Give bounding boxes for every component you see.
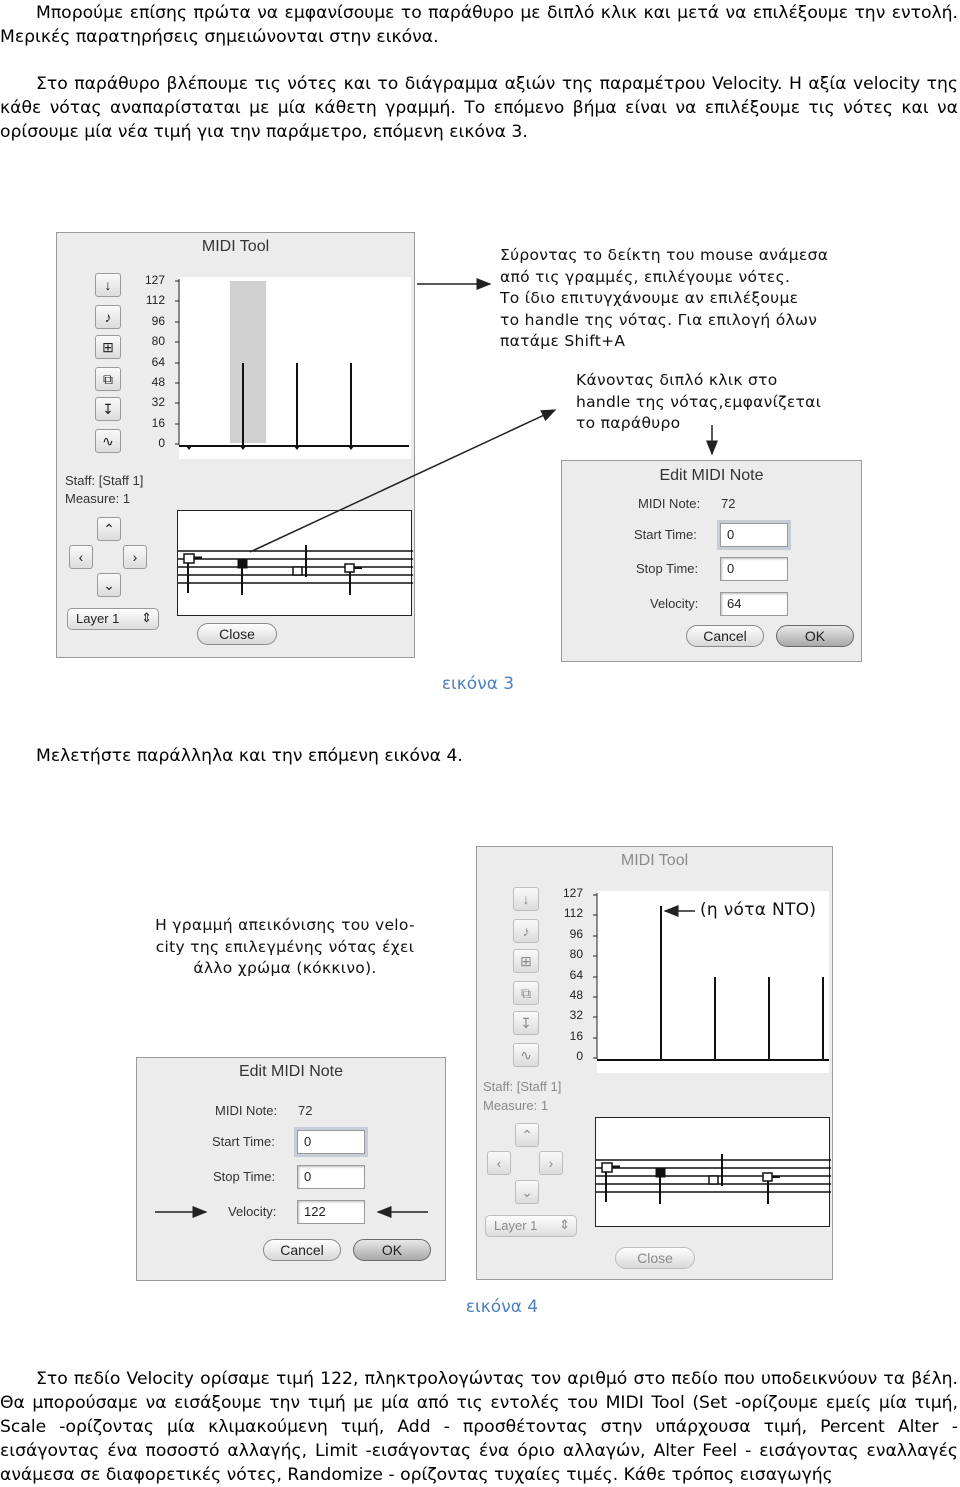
tick-label: 16 — [151, 416, 165, 430]
tick-label: 112 — [145, 293, 165, 307]
close-button[interactable]: Close — [615, 1247, 695, 1269]
up-arrow-icon[interactable]: ⌃ — [515, 1123, 539, 1147]
window-title: MIDI Tool — [620, 852, 689, 869]
tick-label: 0 — [158, 436, 165, 450]
annotation-select-notes: Σύροντας το δείκτη του mouse ανάμεσα από τις γραμμές, επιλέγουμε νότες. Το ίδιο επιτυγχάνουμε αν επιλέξουμε το handle της νότας. Για επιλογή όλων πατάμε Shift+A — [500, 246, 829, 350]
start-time-label: Start Time: — [634, 527, 697, 542]
stop-time-label: Stop Time: — [636, 561, 699, 576]
intro-paragraph: Μπορούμε επίσης πρώτα να εμφανίσουμε το παράθυρο με διπλό κλικ και μετά να επιλέξουμε την εντολή. Μερικές παρατηρήσεις σημειώνονται στην εικόνα. — [0, 3, 958, 47]
staff-label: Staff: [Staff 1] — [65, 473, 144, 488]
note-icon[interactable]: ♪ — [95, 305, 121, 329]
layer-select[interactable]: Layer 1 ⇕ — [67, 608, 159, 630]
velocity-label: Velocity: — [228, 1204, 277, 1219]
wave-icon[interactable]: ∿ — [513, 1043, 539, 1067]
window-title: Edit MIDI Note — [238, 1063, 344, 1080]
tick-label: 112 — [563, 906, 583, 920]
annotation-red-line: Η γραμμή απεικόνισης του velo- city της επιλεγμένης νότας έχει άλλο χρώμα (κόκκινο). — [155, 916, 415, 977]
ok-button[interactable]: OK — [353, 1239, 431, 1261]
window-title: Edit MIDI Note — [659, 467, 764, 484]
cancel-button[interactable]: Cancel — [686, 625, 764, 647]
right-arrow-icon[interactable]: › — [539, 1151, 563, 1175]
figure-4-caption: εικόνα 4 — [465, 1297, 539, 1317]
measure-label: Measure: 1 — [65, 491, 131, 506]
tick-label: 127 — [144, 273, 165, 287]
down-arrow-icon[interactable]: ↓ — [513, 887, 539, 911]
cancel-button[interactable]: Cancel — [263, 1239, 341, 1261]
study-paragraph: Μελετήστε παράλληλα και την επόμενη εικόνα 4. — [36, 746, 463, 766]
annotation-note-do: (η νότα ΝΤΟ) — [700, 900, 817, 920]
down-chevron-icon[interactable]: ⌄ — [515, 1180, 539, 1204]
measure-label: Measure: 1 — [483, 1098, 549, 1113]
velocity-label: Velocity: — [650, 596, 699, 611]
midi-note-value: 72 — [721, 496, 736, 511]
right-arrow-icon[interactable]: › — [123, 545, 147, 569]
tick-label: 32 — [151, 395, 165, 409]
velocity-paragraph: Στο παράθυρο βλέπουμε τις νότες και το διάγραμμα αξιών της παραμέτρου Velocity. Η αξία velocity της κάθε νότας αναπαρίσταται με μία κάθετη γραμμή. Το επόμενο βήμα είναι να επιλέξουμε τις νότες και να ορίσουμε μία νέα τιμή για την παράμετρο, επόμενη εικόνα 3. — [0, 74, 958, 142]
tick-label: 16 — [569, 1029, 583, 1043]
tick-label: 80 — [151, 334, 165, 348]
tick-label: 127 — [562, 886, 583, 900]
down-arrow-icon[interactable]: ↓ — [95, 273, 121, 297]
down-arrow-icon[interactable]: ↧ — [513, 1011, 539, 1035]
grid-icon[interactable]: ⊞ — [513, 949, 539, 973]
start-time-label: Start Time: — [212, 1134, 275, 1149]
grid-icon[interactable]: ⊞ — [95, 335, 121, 359]
copy-icon[interactable]: ⧉ — [513, 981, 539, 1005]
tick-label: 48 — [569, 988, 583, 1002]
stop-time-field[interactable]: 0 — [720, 557, 788, 581]
annotation-double-click: Κάνοντας διπλό κλικ στο handle της νότας,εμφανίζεται το παράθυρο — [576, 371, 822, 432]
midi-note-label: MIDI Note: — [638, 496, 701, 511]
tick-label: 64 — [151, 355, 165, 369]
copy-icon[interactable]: ⧉ — [95, 367, 121, 391]
tick-label: 0 — [576, 1049, 583, 1063]
midi-note-value: 72 — [298, 1103, 313, 1118]
note-icon[interactable]: ♪ — [513, 919, 539, 943]
updown-icon: ⇕ — [141, 610, 152, 625]
velocity-field[interactable]: 122 — [297, 1200, 365, 1224]
window-title: MIDI Tool — [201, 238, 270, 255]
velocity-field[interactable]: 64 — [720, 592, 788, 616]
updown-icon: ⇕ — [559, 1217, 570, 1232]
layer-select[interactable]: Layer 1 ⇕ — [485, 1215, 577, 1237]
stop-time-label: Stop Time: — [213, 1169, 276, 1184]
down-arrow-icon[interactable]: ↧ — [95, 397, 121, 421]
ok-button[interactable]: OK — [776, 625, 854, 647]
tick-label: 32 — [569, 1008, 583, 1022]
left-arrow-icon[interactable]: ‹ — [69, 545, 93, 569]
tick-label: 64 — [569, 968, 583, 982]
staff-label: Staff: [Staff 1] — [483, 1079, 562, 1094]
midi-note-label: MIDI Note: — [215, 1103, 278, 1118]
tick-label: 96 — [151, 314, 165, 328]
tick-label: 96 — [569, 927, 583, 941]
close-button[interactable]: Close — [197, 623, 277, 645]
figure-3-caption: εικόνα 3 — [441, 674, 515, 694]
start-time-field[interactable]: 0 — [297, 1130, 365, 1154]
velocity-value-paragraph: Στο πεδίο Velocity ορίσαμε τιμή 122, πληκτρολογώντας τον αριθμό στο πεδίο που υποδεικνύουν τα βέλη. Θα μπορούσαμε να εισάξουμε την τιμή με μία από τις εντολές του MIDI Tool (Set -ορίζουμε εμείς μία τιμή, Scale -ορίζοντας μία κλιμακούμενη τιμή, Add - προσθέτοντας στην υπάρχουσα τιμή, Percent Alter - εισάγοντας ένα ποσοστό αλλαγής, Limit -εισάγοντας ένα όριο αλλαγών, Alter Feel - εισάγοντας εναλλαγές ανάμεσα σε διαφορετικές νότες, Randomize - ορίζοντας τυχαίες τιμές. Κάθε τρόπος εισαγωγής — [0, 1369, 958, 1485]
wave-icon[interactable]: ∿ — [95, 429, 121, 453]
down-chevron-icon[interactable]: ⌄ — [97, 573, 121, 597]
left-arrow-icon[interactable]: ‹ — [487, 1151, 511, 1175]
start-time-field[interactable]: 0 — [720, 523, 788, 547]
tick-label: 80 — [569, 947, 583, 961]
tick-label: 48 — [151, 375, 165, 389]
stop-time-field[interactable]: 0 — [297, 1165, 365, 1189]
up-arrow-icon[interactable]: ⌃ — [97, 517, 121, 541]
